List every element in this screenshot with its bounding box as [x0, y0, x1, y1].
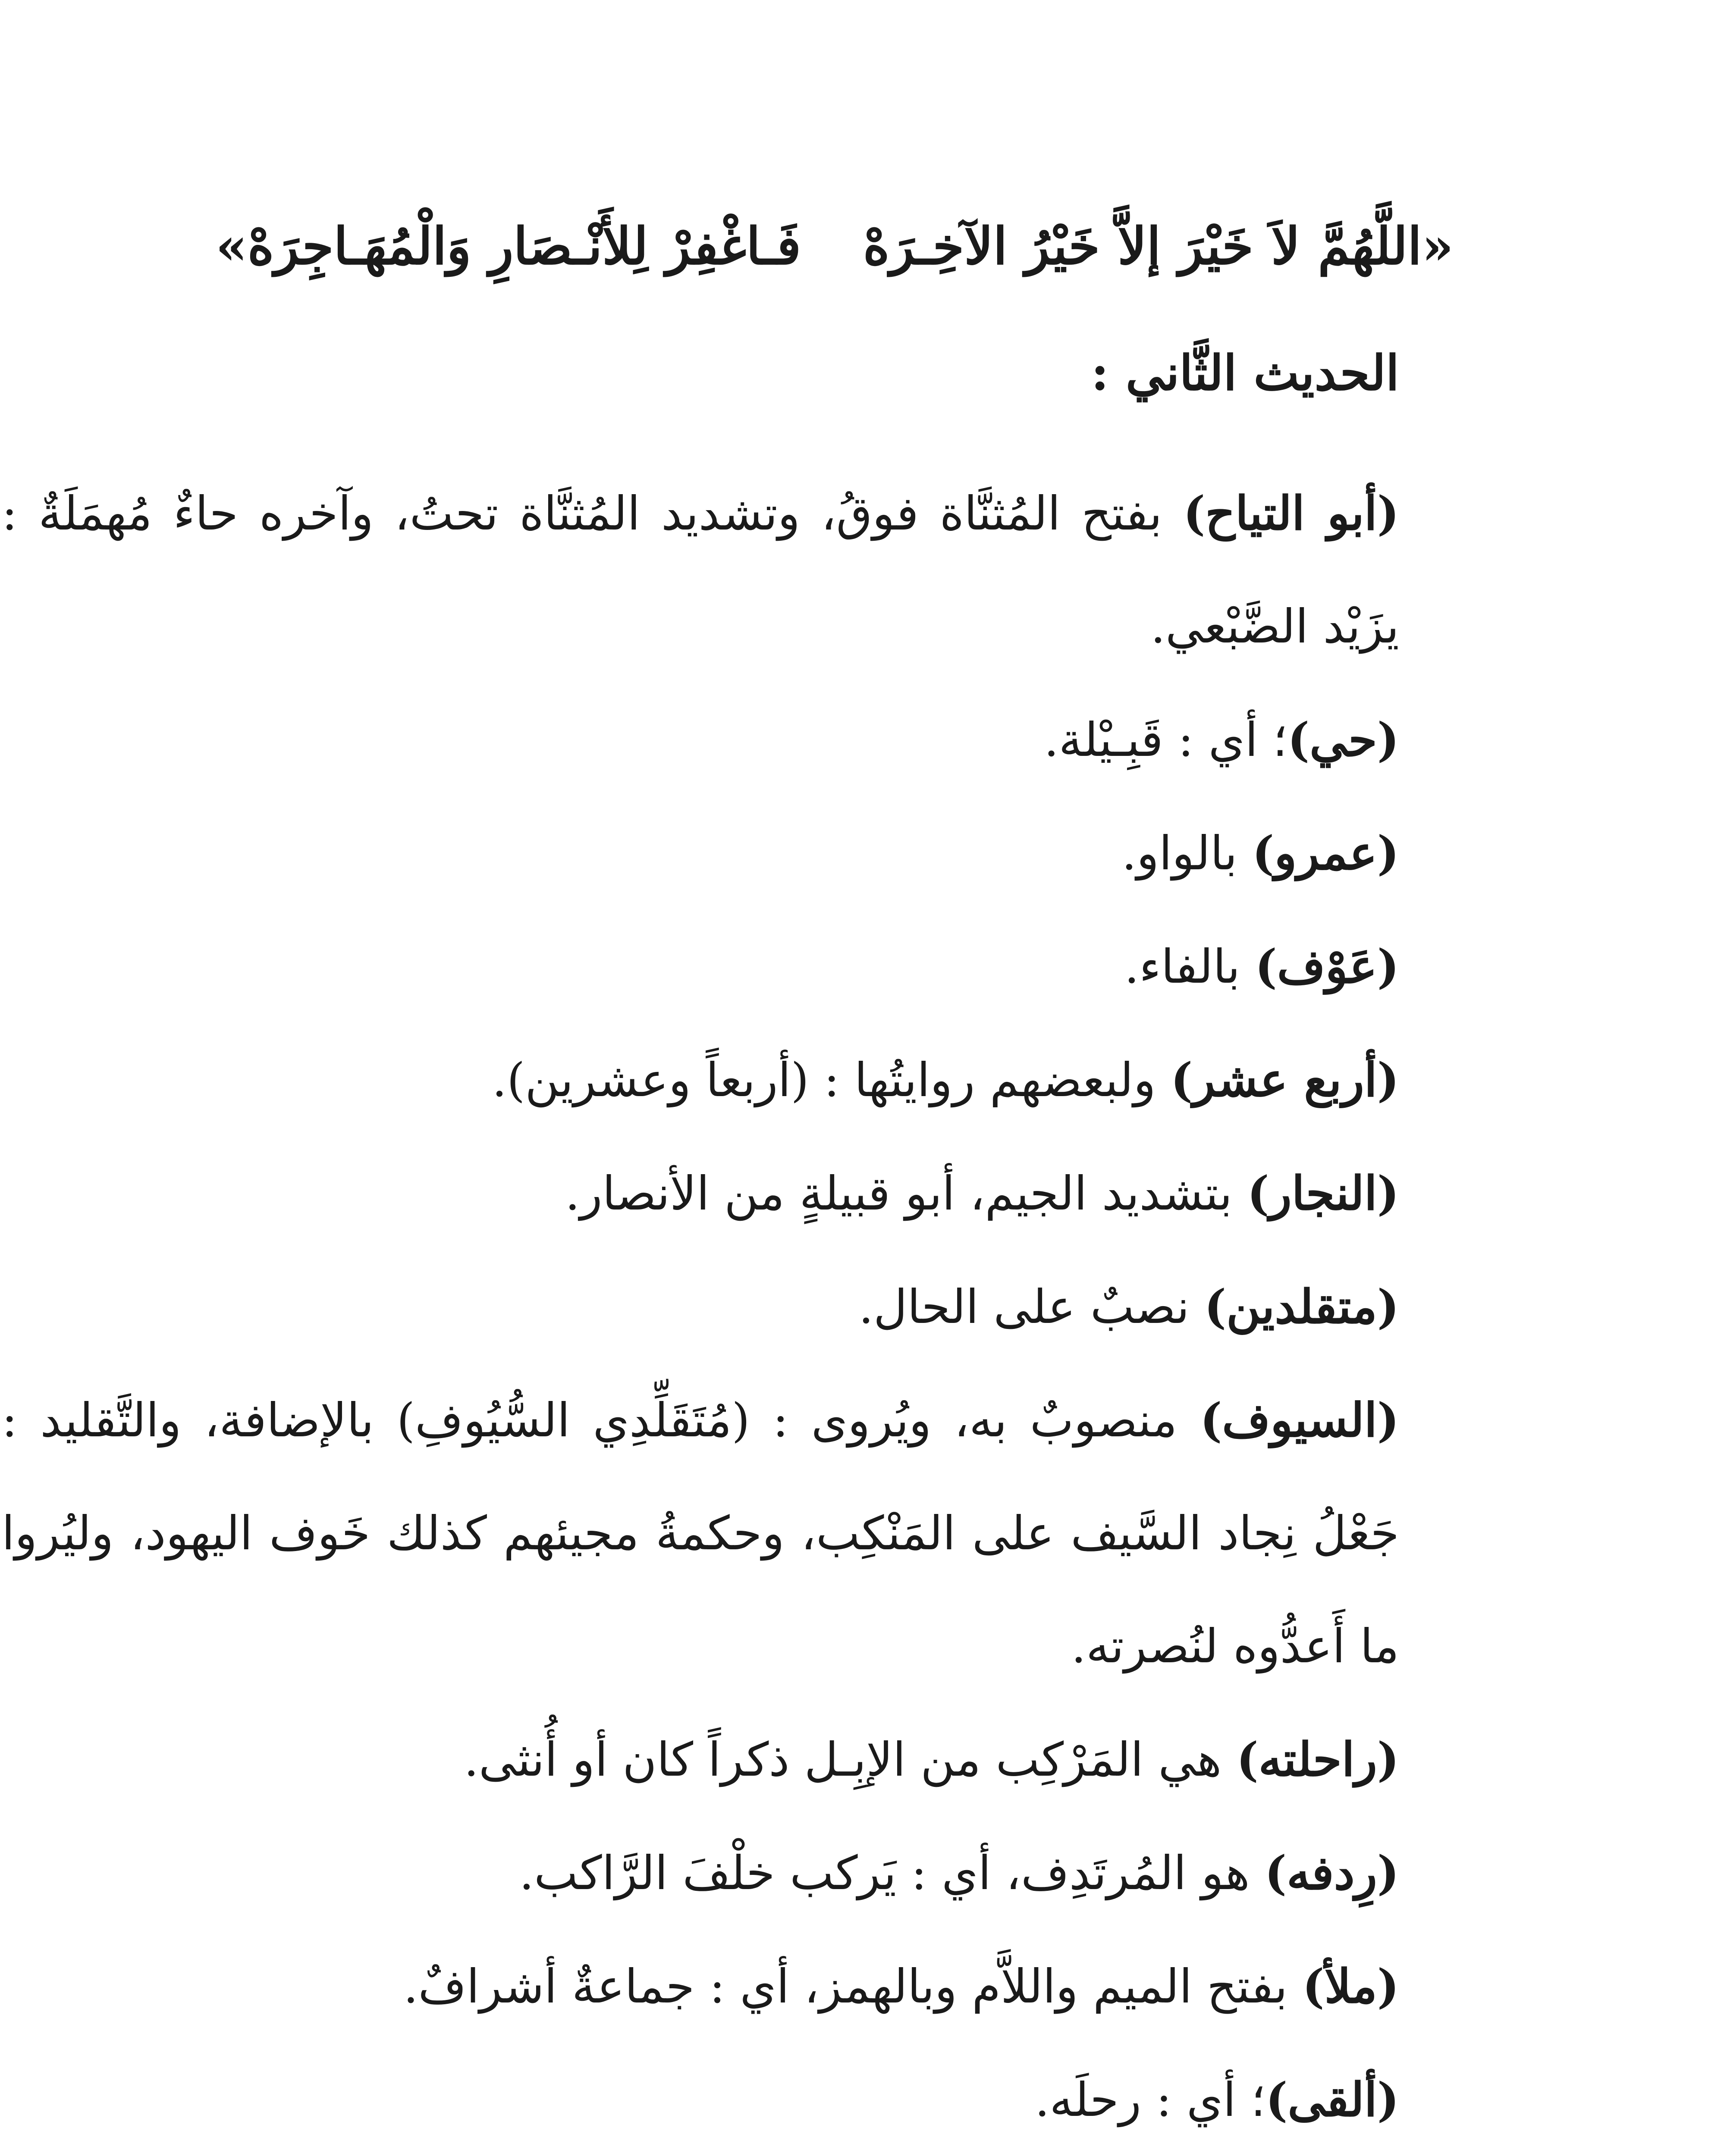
- glossary-definition: بالفاء.: [1124, 940, 1255, 994]
- glossary-entry: [200, 1024, 1399, 1137]
- glossary-entries: [2, 457, 1399, 2156]
- glossary-definition: ؛ أي : قَبِـيْلة.: [1044, 713, 1288, 767]
- glossary-entry: [200, 1137, 1399, 1250]
- glossary-term: (ملأ): [1302, 1959, 1399, 2014]
- glossary-term: (أربع عشر): [1171, 1053, 1399, 1107]
- glossary-term: (حي): [1287, 713, 1399, 767]
- glossary-entry: [2, 457, 1399, 683]
- glossary-entry: [200, 1250, 1399, 1364]
- verse-first-hemistich: «اللَّهُمَّ لاَ خَيْرَ إلاَّ خَيْرُ الآخِـرَهْ: [863, 216, 1454, 276]
- verse-second-hemistich: فَـاغْفِرْ لِلأَنْـصَارِ وَالْمُهَـاجِرَهْ»: [216, 216, 801, 276]
- poetry-verse: [216, 203, 1454, 289]
- glossary-entry: [200, 1703, 1399, 1817]
- glossary-definition: ولبعضهم روايتُها : (أربعاً وعشرين).: [492, 1053, 1171, 1107]
- glossary-entry: [200, 2043, 1399, 2156]
- glossary-entry: [200, 910, 1399, 1024]
- glossary-entry: [200, 1930, 1399, 2043]
- glossary-term: (السيوف): [1200, 1393, 1399, 1448]
- glossary-entry: [200, 683, 1399, 797]
- glossary-definition: بتشديد الجيم، أبو قبيلةٍ من الأنصار.: [565, 1167, 1247, 1221]
- glossary-definition: بفتح الميم واللاَّم وبالهمز، أي : جماعةٌ أشرافٌ.: [403, 1960, 1303, 2014]
- glossary-term: (أبو التياح): [1183, 486, 1399, 541]
- glossary-term: (ألقى): [1265, 2073, 1399, 2127]
- section-heading: الحديث الثَّاني :: [1091, 345, 1399, 401]
- glossary-entry: [200, 1817, 1399, 1930]
- glossary-term: (رِدفه): [1265, 1846, 1399, 1900]
- glossary-term: (راحلته): [1236, 1733, 1399, 1787]
- glossary-term: (النجار): [1247, 1166, 1399, 1221]
- glossary-definition: منصوبٌ به، ويُروى : (مُتَقَلِّدِي السُّيُوفِ) بالإضافة، والتَّقليد : جَعْلُ نِجاد السَّيف على المَنْكِب، وحكمةُ مجيئهم كذلك خَوف اليهود، وليُروا ما أَعدُّوه لنُصرته.: [2, 1394, 1399, 1673]
- glossary-entry: [200, 797, 1399, 910]
- glossary-definition: بالواو.: [1121, 827, 1253, 881]
- glossary-term: (عمرو): [1252, 826, 1399, 881]
- glossary-term: (عَوْف): [1255, 940, 1399, 994]
- glossary-definition: ؛ أي : رحلَه.: [1035, 2073, 1266, 2127]
- glossary-entry: [2, 1364, 1399, 1703]
- glossary-definition: نصبٌ على الحال.: [858, 1280, 1204, 1334]
- glossary-definition: بفتح المُثنَّاة فوقُ، وتشديد المُثنَّاة تحتُ، وآخره حاءٌ مُهمَلَةٌ : يزَيْد الضَّبْعي.: [2, 487, 1399, 654]
- glossary-definition: هي المَرْكِب من الإبِـل ذكراً كان أو أُنثى.: [464, 1733, 1237, 1787]
- glossary-term: (متقلدين): [1204, 1280, 1399, 1334]
- glossary-definition: هو المُرتَدِف، أي : يَركب خلْفَ الرَّاكب.: [519, 1846, 1265, 1900]
